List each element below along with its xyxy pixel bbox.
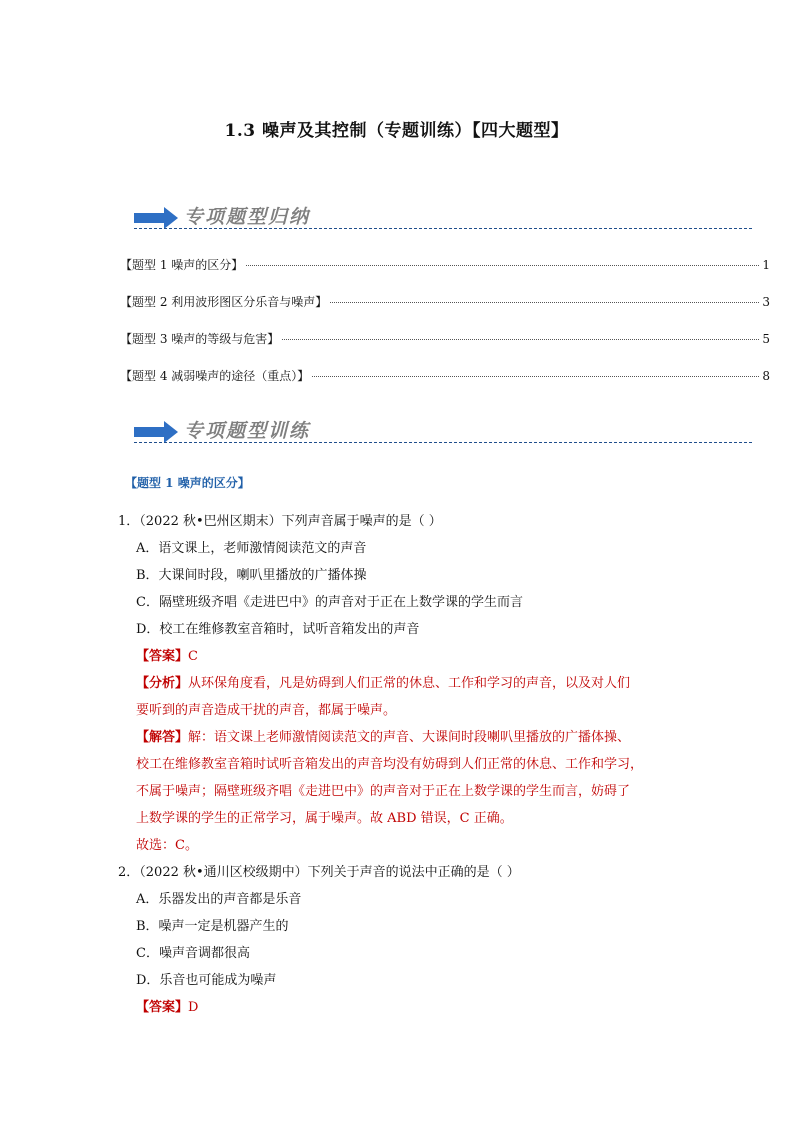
question-stem: 1．（2022 秋•巴州区期末）下列声音属于噪声的是（ ） bbox=[118, 514, 442, 529]
option-c: C．隔壁班级齐唱《走进巴中》的声音对于正在上数学课的学生而言 bbox=[136, 595, 523, 610]
toc-page-number: 8 bbox=[762, 369, 770, 383]
toc-label: 【题型 2 利用波形图区分乐音与噪声】 bbox=[120, 295, 328, 309]
answer-tag: 【答案】 bbox=[136, 1000, 189, 1015]
analysis-text: 从环保角度看，凡是妨碍到人们正常的休息、工作和学习的声音，以及对人们 bbox=[188, 676, 631, 691]
arrow-right-icon bbox=[134, 207, 178, 229]
option-d: D．校工在维修教室音箱时，试听音箱发出的声音 bbox=[136, 622, 420, 637]
solution-tag: 【解答】 bbox=[136, 730, 189, 745]
option-b: B．噪声一定是机器产生的 bbox=[136, 919, 289, 934]
question-list bbox=[118, 508, 698, 1021]
solution-line: 不属于噪声；隔壁班级齐唱《走进巴中》的声音对于正在上数学课的学生而言，妨碍了 bbox=[136, 784, 631, 799]
section-banner-training bbox=[134, 414, 752, 448]
answer-tag: 【答案】 bbox=[136, 649, 189, 664]
toc-page-number: 1 bbox=[762, 258, 770, 272]
analysis-line: 要听到的声音造成干扰的声音，都属于噪声。 bbox=[136, 703, 397, 718]
option-a: A．乐器发出的声音都是乐音 bbox=[136, 892, 302, 907]
banner-title: 专项题型训练 bbox=[184, 420, 311, 442]
answer-value: C bbox=[188, 649, 198, 664]
question-stem: 2．（2022 秋•通川区校级期中）下列关于声音的说法中正确的是（ ） bbox=[118, 865, 520, 880]
analysis-tag: 【分析】 bbox=[136, 676, 189, 691]
toc-leader bbox=[246, 265, 759, 266]
option-d: D．乐音也可能成为噪声 bbox=[136, 973, 277, 988]
divider bbox=[134, 228, 752, 229]
toc-item[interactable] bbox=[120, 293, 770, 330]
toc-label: 【题型 4 减弱噪声的途径（重点）】 bbox=[120, 369, 310, 383]
toc-page-number: 3 bbox=[762, 295, 770, 309]
toc-page-number: 5 bbox=[762, 332, 770, 346]
solution-text: 解：语文课上老师激情阅读范文的声音、大课间时段喇叭里播放的广播体操、 bbox=[188, 730, 631, 745]
solution-line bbox=[118, 724, 698, 751]
solution-line: 上数学课的学生的正常学习，属于噪声。故 ABD 错误，C 正确。 bbox=[136, 811, 513, 826]
toc-label: 【题型 1 噪声的区分】 bbox=[120, 258, 244, 272]
divider bbox=[134, 442, 752, 443]
banner-title: 专项题型归纳 bbox=[184, 206, 311, 228]
conclusion-line: 故选：C。 bbox=[136, 838, 198, 853]
toc-leader bbox=[330, 302, 759, 303]
toc-item[interactable] bbox=[120, 256, 770, 293]
question-type-heading: 【题型 1 噪声的区分】 bbox=[125, 476, 250, 490]
table-of-contents bbox=[120, 256, 770, 404]
option-c: C．噪声音调都很高 bbox=[136, 946, 250, 961]
toc-label: 【题型 3 噪声的等级与危害】 bbox=[120, 332, 280, 346]
answer-line bbox=[118, 994, 698, 1021]
option-a: A．语文课上，老师激情阅读范文的声音 bbox=[136, 541, 367, 556]
analysis-line bbox=[118, 670, 698, 697]
arrow-right-icon bbox=[134, 421, 178, 443]
answer-line bbox=[118, 643, 698, 670]
solution-line: 校工在维修教室音箱时试听音箱发出的声音均没有妨碍到人们正常的休息、工作和学习， bbox=[136, 757, 644, 772]
toc-item[interactable] bbox=[120, 330, 770, 367]
section-banner-summary bbox=[134, 200, 752, 234]
toc-leader bbox=[312, 376, 759, 377]
option-b: B．大课间时段，喇叭里播放的广播体操 bbox=[136, 568, 367, 583]
page-title: 1.3 噪声及其控制（专题训练）【四大题型】 bbox=[224, 121, 569, 141]
toc-item[interactable] bbox=[120, 367, 770, 404]
answer-value: D bbox=[188, 1000, 199, 1015]
toc-leader bbox=[282, 339, 759, 340]
